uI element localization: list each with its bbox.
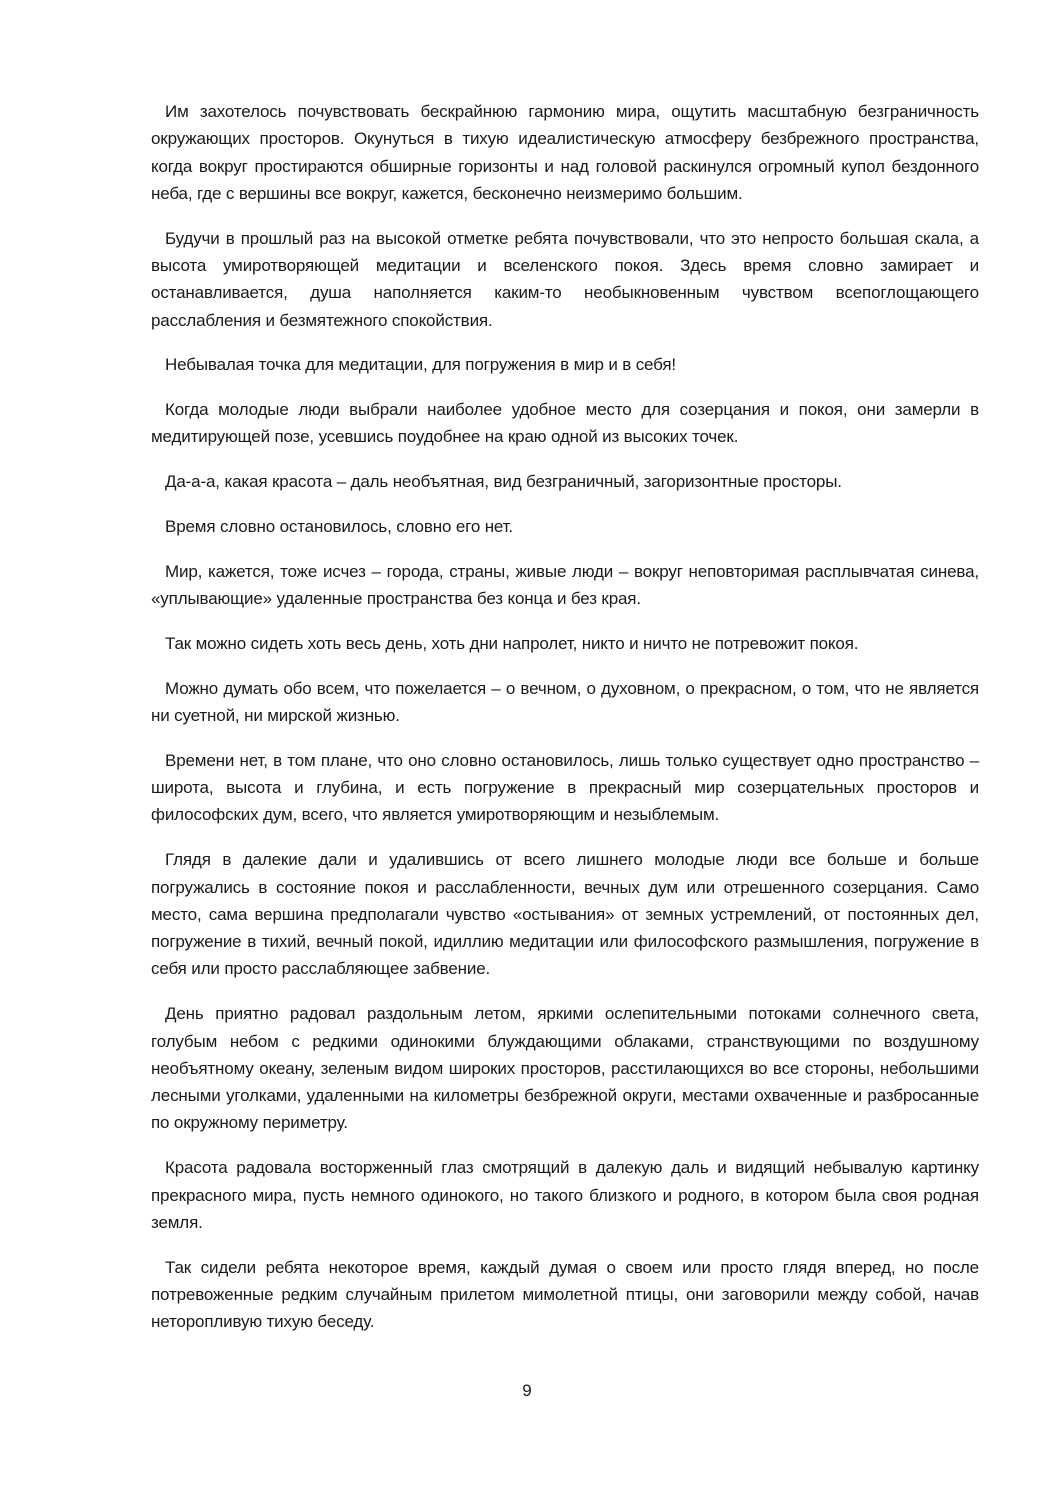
paragraph: Можно думать обо всем, что пожелается – о вечном, о духовном, о прекрасном, о том, что не является ни суетной, ни мирской жизнью.	[151, 678, 979, 726]
page-number: 9	[522, 1381, 532, 1400]
paragraph: Так сидели ребята некоторое время, каждый думая о своем или просто глядя вперед, но после потревоженные редким случайным прилетом мимолетной птицы, они заговорили между собой, начав неторопливую тихую беседу.	[151, 1257, 979, 1332]
paragraph: Глядя в далекие дали и удалившись от всего лишнего молодые люди все больше и больше погружались в состояние покоя и расслабленности, вечных дум или отрешенного созерцания. Само место, сама вершина предполагали чувство «остывания» от земных устремлений, от постоянных дел, погружение в тихий, вечный покой, идиллию медитации или философского размышления, погружение в себя или просто расслабляющее забвение.	[151, 850, 979, 979]
paragraph: Небывалая точка для медитации, для погружения в мир и в себя!	[165, 355, 677, 375]
paragraph: Мир, кажется, тоже исчез – города, страны, живые люди – вокруг неповторимая расплывчатая синева, «уплывающие» удаленные пространства без конца и без края.	[151, 561, 979, 609]
document-body	[151, 98, 979, 1353]
paragraph: Красота радовала восторженный глаз смотрящий в далекую даль и видящий небывалую картинку прекрасного мира, пусть немного одинокого, но такого близкого и родного, в котором была своя родная земля.	[151, 1158, 979, 1232]
paragraph: Будучи в прошлый раз на высокой отметке ребята почувствовали, что это непросто большая скала, а высота умиротворяющей медитации и вселенского покоя. Здесь время словно замирает и останавливается, душа наполняется каким-то необыкновенным чувством всепоглощающего расслабления и безмятежного спокойствия.	[151, 228, 979, 330]
paragraph: Время словно остановилось, словно его нет.	[165, 517, 513, 537]
paragraph: Времени нет, в том плане, что оно словно остановилось, лишь только существует одно пространство – широта, высота и глубина, и есть погружение в прекрасный мир созерцательных просторов и философских дум, всего, что является умиротворяющим и незыблемым.	[151, 750, 979, 825]
paragraph: Когда молодые люди выбрали наиболее удобное место для созерцания и покоя, они замерли в медитирующей позе, усевшись поудобнее на краю одной из высоких точек.	[151, 400, 979, 447]
paragraph: Им захотелось почувствовать бескрайнюю гармонию мира, ощутить масштабную безграничность окружающих просторов. Окунуться в тихую идеалистическую атмосферу безбрежного пространства, когда вокруг простираются обширные горизонты и над головой раскинулся огромный купол бездонного неба, где с вершины все вокруг, кажется, бесконечно неизмеримо большим.	[151, 102, 979, 203]
paragraph: Да-а-а, какая красота – даль необъятная, вид безграничный, загоризонтные просторы.	[165, 472, 842, 492]
paragraph: Так можно сидеть хоть весь день, хоть дни напролет, никто и ничто не потревожит покоя.	[165, 633, 859, 653]
paragraph: День приятно радовал раздольным летом, яркими ослепительными потоками солнечного света, голубым небом с редкими одинокими блуждающими облаками, странствующими по воздушному необъятному океану, зеленым видом широких просторов, расстилающихся во все стороны, небольшими лесными уголками, удаленными на километры безбрежной округи, местами охваченные и разбросанные по окружному периметру.	[151, 1004, 979, 1133]
